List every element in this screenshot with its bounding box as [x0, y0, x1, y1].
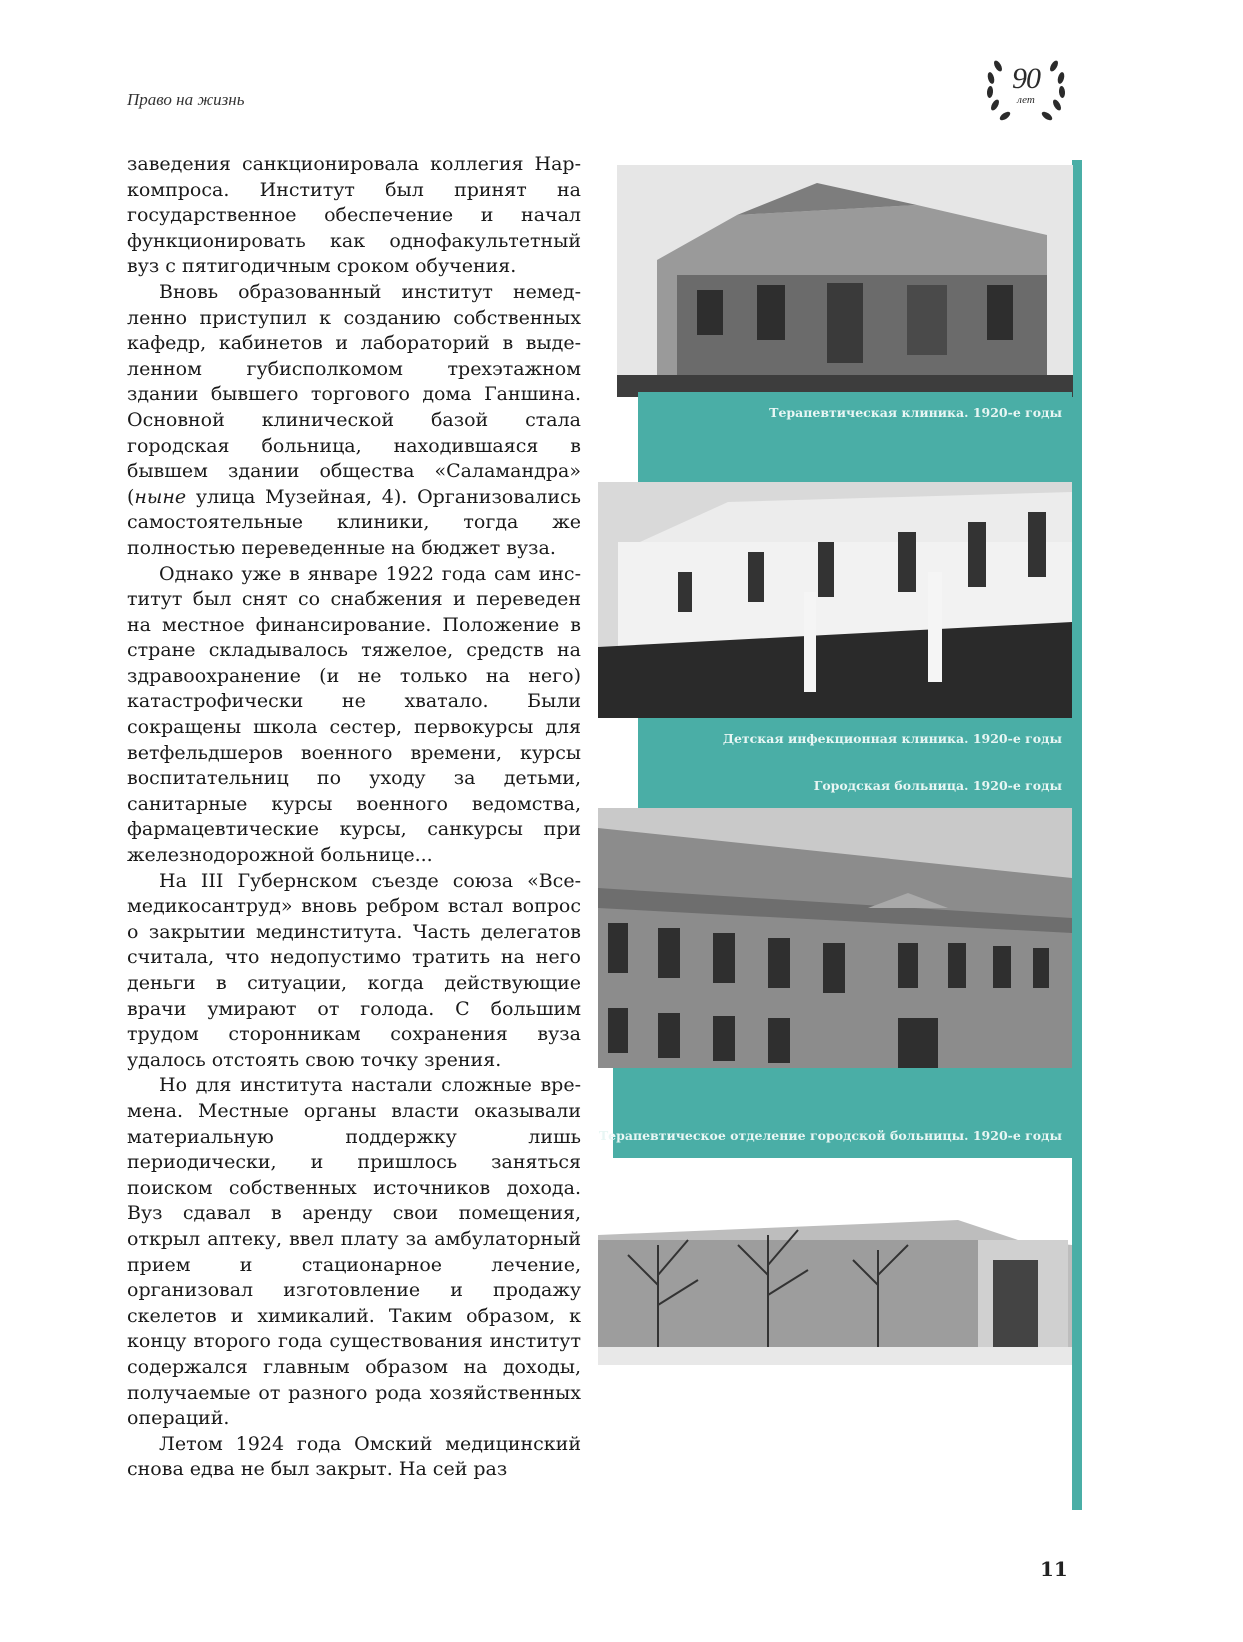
photo-caption: Детская инфекционная клиника. 1920-е годы — [722, 731, 1062, 746]
caption-bar — [638, 718, 1072, 808]
photo-therapeutic-clinic — [617, 165, 1073, 397]
teal-side-band — [1072, 160, 1082, 1510]
paragraph: Однако уже в январе 1922 года сам институт был снят со снабжения и переведен на местное финансирование. Положение в стране складывалось тяжелое, средств на здравоохранение (и не только на него) катастрофически не хватало. Были сокращены школа сестер, первокурсы для ветфельдшеров военного времени, курсы воспитательниц по уходу за детьми, санитарные курсы военного ведомства, фармацевтические курсы, санкурсы при железнодорожной больнице... — [127, 562, 581, 867]
running-header: Право на жизнь — [127, 90, 245, 109]
paragraph: Летом 1924 года Омский медицинский снова едва не был закрыт. На сей раз — [127, 1432, 581, 1481]
caption-bar — [638, 392, 1072, 482]
emblem-number: 90 — [1012, 62, 1040, 95]
body-text — [127, 152, 581, 1483]
anniversary-emblem — [978, 46, 1074, 132]
photo-caption: Терапевтическая клиника. 1920-е годы — [769, 405, 1062, 420]
photo-therapeutic-department — [598, 1185, 1072, 1365]
paragraph: заведения санкционировала коллегия Наркомпроса. Институт был принят на государственное обеспечение и начал функционировать как однофакультетный вуз с пятигодичным сроком обучения. — [127, 153, 581, 278]
photo-childrens-clinic — [598, 482, 1072, 718]
photo-caption: Городская больница. 1920-е годы — [813, 778, 1062, 793]
page-number: 11 — [1040, 1557, 1068, 1581]
photo-city-hospital — [598, 808, 1072, 1068]
paragraph: Вновь образованный институт немедленно приступил к созданию собственных кафедр, кабинетов и лабораторий в выделенном губисполкомом трехэтажном здании бывшего торгового дома Ганшина. Основной клинической базой стала городская больница, находившаяся в бывшем здании общества «Саламандра» (ныне улица Музейная, 4). Организовались самостоятельные клиники, тогда же полностью переведенные на бюджет вуза. — [127, 280, 581, 559]
caption-bar — [598, 1068, 1072, 1158]
paragraph: Но для института настали сложные времена. Местные органы власти оказывали материальную поддержку лишь периодически, и пришлось заняться поиском собственных источников дохода. Вуз сдавал в аренду свои помещения, открыл аптеку, ввел плату за амбулаторный прием и стационарное лечение, организовал изготовление и продажу скелетов и химикалий. Таким образом, к концу второго года существования институт содержался главным образом на доходы, получаемые от разного рода хозяйственных операций. — [127, 1074, 581, 1430]
paragraph: На III Губернском съезде союза «Всемедикосантруд» вновь ребром встал вопрос о закрытии мединститута. Часть делегатов считала, что недопустимо тратить на него деньги в ситуации, когда действующие врачи умирают от голода. С большим трудом сторонникам сохранения вуза удалось отстоять свою точку зрения. — [127, 869, 581, 1071]
emblem-word: лет — [1017, 94, 1035, 106]
photo-caption: Терапевтическое отделение городской больницы. 1920-е годы — [598, 1128, 1062, 1143]
